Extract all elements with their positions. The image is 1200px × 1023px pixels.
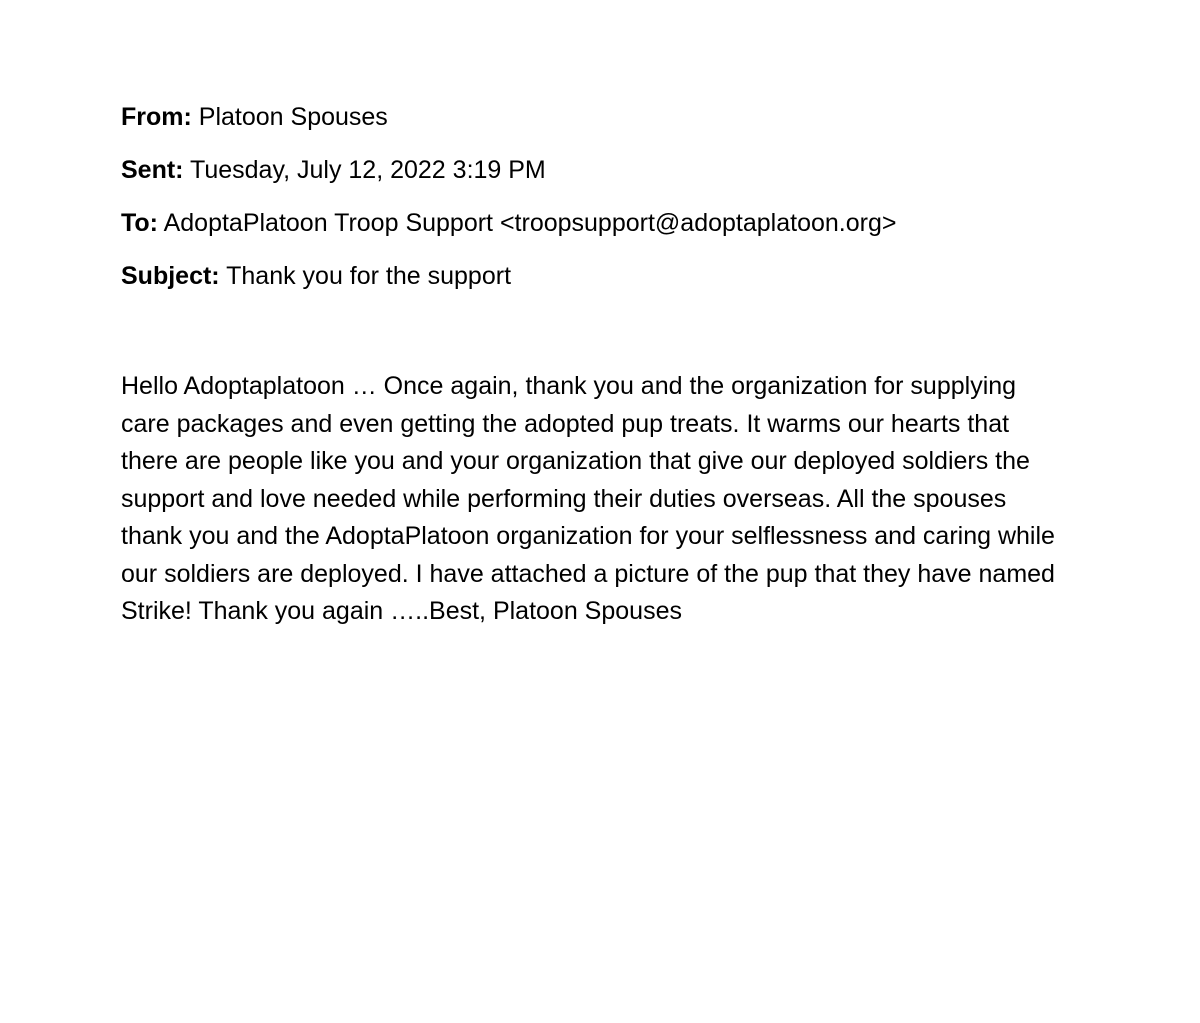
- subject-line: [121, 257, 1061, 295]
- to-value: AdoptaPlatoon Troop Support <troopsupport@adoptaplatoon.org>: [163, 209, 897, 237]
- email-document: [121, 98, 1061, 631]
- subject-label: Subject:: [121, 262, 220, 290]
- to-line: [121, 204, 1061, 242]
- from-line: [121, 98, 1061, 136]
- from-label: From:: [121, 103, 192, 131]
- email-body: Hello Adoptaplatoon … Once again, thank you and the organization for supplying care packages and even getting the adopted pup treats. It warms our hearts that there are people like you and your organization that give our deployed soldiers the support and love needed while performing their duties overseas. All the spouses thank you and the AdoptaPlatoon organization for your selflessness and caring while our soldiers are deployed. I have attached a picture of the pup that they have named Strike! Thank you again …..Best, Platoon Spouses: [121, 372, 1055, 625]
- sent-value: Tuesday, July 12, 2022 3:19 PM: [190, 156, 546, 184]
- from-value: Platoon Spouses: [198, 103, 388, 131]
- to-label: To:: [121, 209, 159, 237]
- sent-label: Sent:: [121, 156, 184, 184]
- subject-value: Thank you for the support: [226, 262, 512, 290]
- sent-line: [121, 151, 1061, 189]
